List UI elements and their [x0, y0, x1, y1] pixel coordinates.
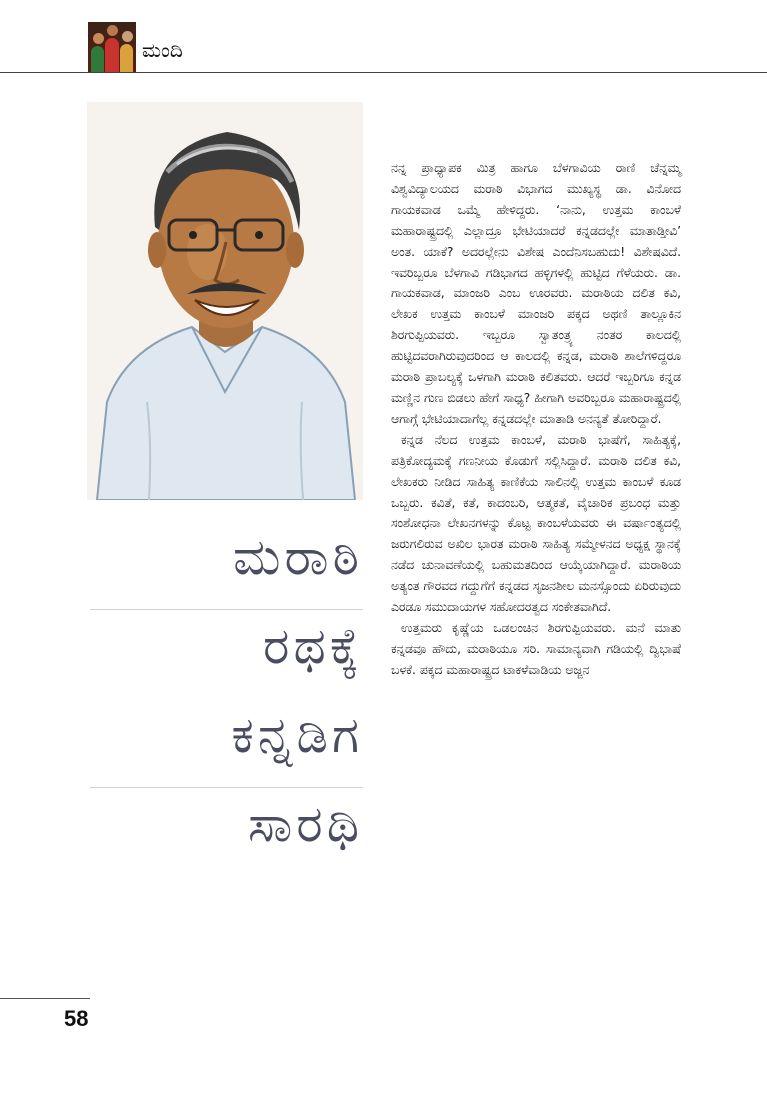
- section-name: ಮಂದಿ: [142, 38, 183, 62]
- portrait-illustration: [87, 102, 363, 500]
- header-divider: [0, 72, 767, 73]
- article-paragraph: ಕನ್ನಡ ನೆಲದ ಉತ್ತಮ ಕಾಂಬಳೆ, ಮರಾಠಿ ಭಾಷೆಗೆ, ಸಾಹಿತ್ಯಕ್ಕೆ, ಪತ್ರಿಕೋದ್ಯಮಕ್ಕೆ ಗಣನೀಯ ಕೊಡುಗೆ ಸಲ್ಲಿಸಿದ್ದಾರೆ. ಮರಾಠಿ ದಲಿತ ಕವಿ, ಲೇಖಕರು ನೀಡಿದ ಸಾಹಿತ್ಯ ಕಾಣಿಕೆಯ ಸಾಲಿನಲ್ಲಿ ಉತ್ತಮ ಕಾಂಬಳೆ ಕೂಡ ಒಬ್ಬರು. ಕವಿತೆ, ಕತೆ, ಕಾದಂಬರಿ, ಆತ್ಮಕತೆ, ವೈಚಾರಿಕ ಪ್ರಬಂಧ ಮತ್ತು ಸಂಶೋಧನಾ ಲೇಖನಗಳನ್ನು ಕೊಟ್ಟ ಕಾಂಬಳೆಯವರು ಈ ವರ್ಷಾಂತ್ಯದಲ್ಲಿ ಜರುಗಲಿರುವ ಅಖಿಲ ಭಾರತ ಮರಾಠಿ ಸಾಹಿತ್ಯ ಸಮ್ಮೇಳನದ ಅಧ್ಯಕ್ಷ ಸ್ಥಾನಕ್ಕೆ ನಡೆದ ಚುನಾವಣೆಯಲ್ಲಿ ಬಹುಮತದಿಂದ ಆಯ್ಕೆಯಾಗಿದ್ದಾರೆ. ಮರಾಠಿಯ ಅತ್ಯಂತ ಗೌರವದ ಗದ್ದುಗೆಗೆ ಕನ್ನಡದ ಸೃಜನಶೀಲ ಮನಸ್ಸೊಂದು ಏರಿರುವುದು ಎರಡೂ ಸಮುದಾಯಗಳ ಸಹೋದರತ್ವದ ಸಂಕೇತವಾಗಿದೆ.: [391, 432, 681, 615]
- person-figure: [120, 44, 133, 72]
- person-figure: [105, 38, 119, 72]
- headline-line: ಸಾರಥಿ: [248, 795, 363, 853]
- headline-line: ರಥಕ್ಕೆ: [263, 617, 363, 675]
- people-group-icon: [88, 22, 136, 72]
- headline-divider: [90, 609, 363, 610]
- headline-line: ಮರಾಠಿ: [232, 528, 363, 586]
- article-paragraph: ಉತ್ತಮರು ಕೃಷ್ಣೆಯ ಒಡಲಂಚಿನ ಶಿರಗುಪ್ಪಿಯವರು. ಮನೆ ಮಾತು ಕನ್ನಡವೂ ಹೌದು, ಮರಾಠಿಯೂ ಸರಿ. ಸಾಮಾನ್ಯವಾಗಿ ಗಡಿಯಲ್ಲಿ ದ್ವಿಭಾಷೆ ಬಳಕೆ. ಪಕ್ಕದ ಮಹಾರಾಷ್ಟ್ರದ ಟಾಕಳೆವಾಡಿಯ ಅಜ್ಜನ: [391, 620, 681, 677]
- person-figure: [91, 46, 104, 72]
- headline-line: ಕನ್ನಡಿಗ: [231, 706, 363, 764]
- article-body: [391, 158, 681, 681]
- folio-divider: [0, 998, 90, 999]
- headline-divider: [90, 787, 363, 788]
- portrait-photo: [87, 102, 363, 500]
- article-paragraph: ನನ್ನ ಪ್ರಾಧ್ಯಾಪಕ ಮಿತ್ರ ಹಾಗೂ ಬೆಳಗಾವಿಯ ರಾಣಿ ಚೆನ್ನಮ್ಮ ವಿಶ್ವವಿದ್ಯಾಲಯದ ಮರಾಠಿ ವಿಭಾಗದ ಮುಖ್ಯಸ್ಥ ಡಾ. ವಿನೋದ ಗಾಯಕವಾಡ ಒಮ್ಮೆ ಹೇಳಿದ್ದರು. ‘ನಾನು, ಉತ್ತಮ ಕಾಂಬಳೆ ಮಹಾರಾಷ್ಟ್ರದಲ್ಲಿ ಎಲ್ಲಾದ್ರೂ ಭೇಟಿಯಾದರೆ ಕನ್ನಡದಲ್ಲೇ ಮಾತಾಡ್ತೀವಿ’ ಅಂತ. ಯಾಕೆ? ಅದರಲ್ಲೇನು ವಿಶೇಷ ಎಂದೆನಿಸಬಹುದು! ವಿಶೇಷವಿದೆ. ಇವರಿಬ್ಬರೂ ಬೆಳಗಾವಿ ಗಡಿಭಾಗದ ಹಳ್ಳಿಗಳಲ್ಲಿ ಹುಟ್ಟಿದ ಗೆಳೆಯರು. ಡಾ. ಗಾಯಕವಾಡ, ಮಾಂಜರಿ ಎಂಬ ಊರವರು. ಮರಾಠಿಯ ದಲಿತ ಕವಿ, ಲೇಖಕ ಉತ್ತಮ ಕಾಂಬಳೆ ಮಾಂಜರಿ ಪಕ್ಕದ ಅಥಣಿ ತಾಲ್ಲೂಕಿನ ಶಿರಗುಪ್ಪಿಯವರು. ಇಬ್ಬರೂ ಸ್ವಾತಂತ್ರ್ಯ ನಂತರ ಕಾಲದಲ್ಲಿ ಹುಟ್ಟಿದವರಾಗಿರುವುದರಿಂದ ಆ ಕಾಲದಲ್ಲಿ ಕನ್ನಡ, ಮರಾಠಿ ಶಾಲೆಗಳಿದ್ದರೂ ಮರಾಠಿ ಪ್ರಾಬಲ್ಯಕ್ಕೆ ಒಳಗಾಗಿ ಮರಾಠಿ ಕಲಿತವರು. ಆದರೆ ಇಬ್ಬರಿಗೂ ಕನ್ನಡ ಮಣ್ಣಿನ ಗುಣ ಬಿಡಲು ಹೇಗೆ ಸಾಧ್ಯ? ಹೀಗಾಗಿ ಅವರಿಬ್ಬರೂ ಮಹಾರಾಷ್ಟ್ರದಲ್ಲಿ ಆಗಾಗ್ಗೆ ಭೇಟಿಯಾದಾಗೆಲ್ಲ ಕನ್ನಡದಲ್ಲೇ ಮಾತಾಡಿ ಅನನ್ಯತೆ ತೋರಿದ್ದಾರೆ.: [391, 161, 681, 426]
- page-number: 58: [64, 1006, 89, 1031]
